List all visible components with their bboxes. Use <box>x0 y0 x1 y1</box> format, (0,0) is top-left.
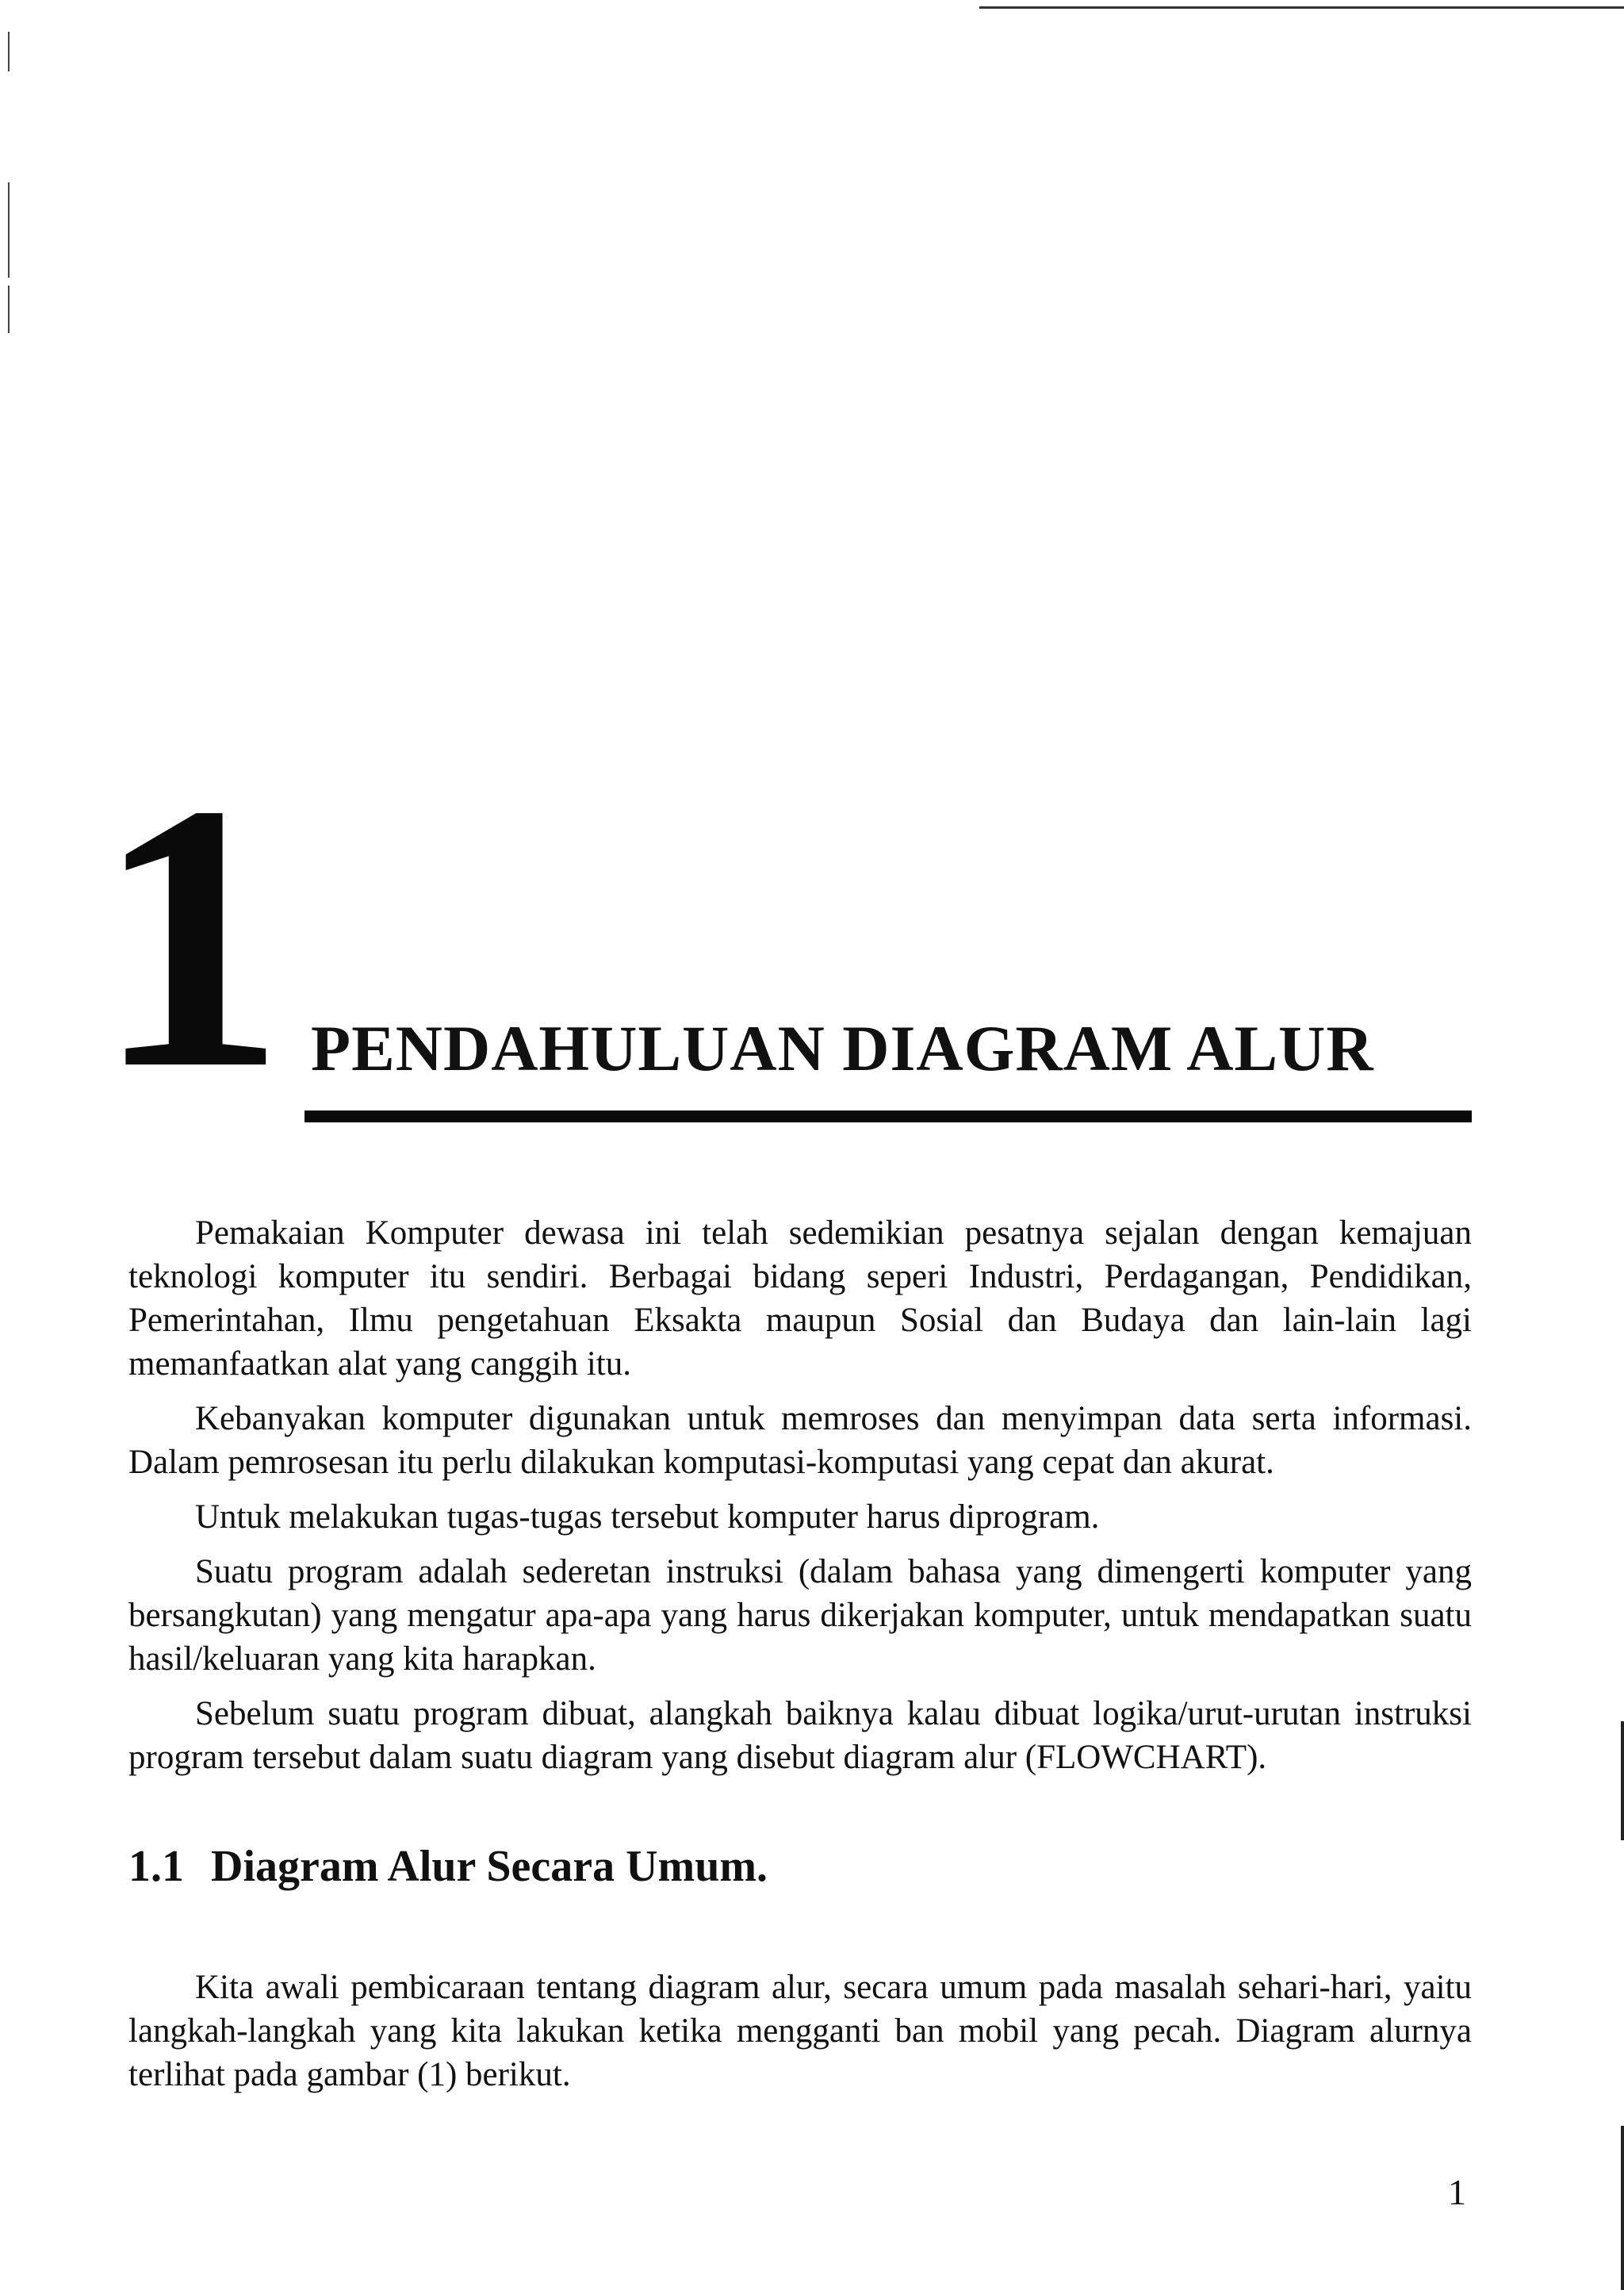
scan-edge-mark <box>8 286 10 333</box>
chapter-number: 1 <box>95 725 278 1147</box>
scan-edge-mark <box>8 182 10 278</box>
section-text <box>128 1966 1472 2108</box>
scan-edge-line <box>979 6 1624 9</box>
chapter-title: PENDAHULUAN DIAGRAM ALUR <box>311 1012 1374 1084</box>
page-number: 1 <box>1448 2172 1466 2212</box>
scan-edge-mark <box>8 32 10 71</box>
scan-edge-mark <box>1621 1721 1624 1840</box>
scan-edge-mark <box>1621 2126 1624 2290</box>
section-title: Diagram Alur Secara Umum. <box>211 1842 768 1891</box>
intro-text <box>128 1211 1472 1790</box>
paragraph: Kebanyakan komputer digunakan untuk memroses dan menyimpan data serta informasi. Dalam pemrosesan itu perlu dilakukan komputasi-komputasi yang cepat dan akurat. <box>128 1400 1472 1481</box>
paragraph: Suatu program adalah sederetan instruksi (dalam bahasa yang dimengerti komputer yang bersangkutan) yang mengatur apa-apa yang harus dikerjakan komputer, untuk mendapatkan suatu hasil/keluaran yang kita harapkan. <box>128 1553 1472 1678</box>
paragraph: Sebelum suatu program dibuat, alangkah baiknya kalau dibuat logika/urut-urutan instruksi program tersebut dalam suatu diagram yang disebut diagram alur (FLOWCHART). <box>128 1695 1472 1776</box>
paragraph: Kita awali pembicaraan tentang diagram alur, secara umum pada masalah sehari-hari, yaitu langkah-langkah yang kita lakukan ketika mengganti ban mobil yang pecah. Diagram alurnya terlihat pada gambar (1) berikut. <box>128 1969 1472 2093</box>
title-underline <box>304 1110 1472 1122</box>
paragraph: Pemakaian Komputer dewasa ini telah sedemikian pesatnya sejalan dengan kemajuan teknologi komputer itu sendiri. Berbagai bidang seperi Industri, Perdagangan, Pendidikan, Pemerintahan, Ilmu pengetahuan Eksakta maupun Sosial dan Budaya dan lain-lain lagi memanfaatkan alat yang canggih itu. <box>128 1214 1472 1383</box>
section-number: 1.1 <box>128 1842 184 1891</box>
section-heading <box>128 1839 768 1894</box>
paragraph: Untuk melakukan tugas-tugas tersebut komputer harus diprogram. <box>195 1498 1100 1536</box>
